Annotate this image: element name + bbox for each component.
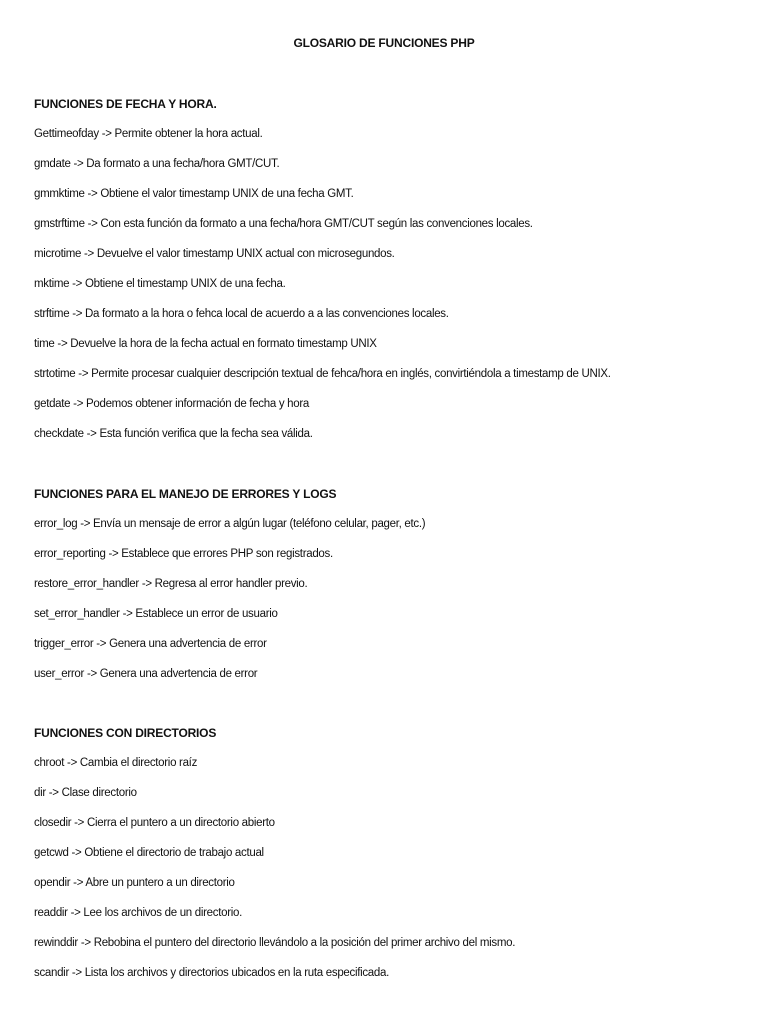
glossary-entry: mktime -> Obtiene el timestamp UNIX de una fecha. (34, 278, 286, 290)
glossary-entry: strtotime -> Permite procesar cualquier descripción textual de fehca/hora en inglés, convirtiéndola a timestamp de UNIX. (34, 368, 611, 380)
glossary-entry: gmmktime -> Obtiene el valor timestamp UNIX de una fecha GMT. (34, 188, 354, 200)
glossary-entry: dir -> Clase directorio (34, 787, 137, 799)
section-errores-logs (34, 487, 734, 697)
document-title: GLOSARIO DE FUNCIONES PHP (293, 36, 475, 50)
glossary-entry: gmstrftime -> Con esta función da formato a una fecha/hora GMT/CUT según las convenciones locales. (34, 218, 533, 230)
glossary-entry: checkdate -> Esta función verifica que la fecha sea válida. (34, 428, 313, 440)
glossary-entry: closedir -> Cierra el puntero a un directorio abierto (34, 817, 275, 829)
section-title: FUNCIONES CON DIRECTORIOS (34, 726, 217, 740)
glossary-entry: time -> Devuelve la hora de la fecha actual en formato timestamp UNIX (34, 338, 377, 350)
section-directorios (34, 726, 734, 996)
glossary-entry: gmdate -> Da formato a una fecha/hora GMT/CUT. (34, 158, 280, 170)
glossary-entry: restore_error_handler -> Regresa al error handler previo. (34, 578, 308, 590)
glossary-entry: strftime -> Da formato a la hora o fehca local de acuerdo a a las convenciones locales. (34, 308, 449, 320)
glossary-entry: scandir -> Lista los archivos y directorios ubicados en la ruta especificada. (34, 967, 389, 979)
glossary-entry: opendir -> Abre un puntero a un directorio (34, 877, 235, 889)
glossary-entry: Gettimeofday -> Permite obtener la hora actual. (34, 128, 263, 140)
glossary-entry: microtime -> Devuelve el valor timestamp UNIX actual con microsegundos. (34, 248, 395, 260)
glossary-entry: user_error -> Genera una advertencia de error (34, 668, 258, 680)
glossary-entry: getdate -> Podemos obtener información de fecha y hora (34, 398, 309, 410)
glossary-entry: trigger_error -> Genera una advertencia de error (34, 638, 267, 650)
glossary-entry: error_reporting -> Establece que errores PHP son registrados. (34, 548, 333, 560)
section-title: FUNCIONES PARA EL MANEJO DE ERRORES Y LOGS (34, 487, 337, 501)
glossary-entry: readdir -> Lee los archivos de un directorio. (34, 907, 242, 919)
glossary-entry: getcwd -> Obtiene el directorio de trabajo actual (34, 847, 264, 859)
section-fecha-hora (34, 97, 734, 457)
section-title: FUNCIONES DE FECHA Y HORA. (34, 97, 217, 111)
glossary-entry: set_error_handler -> Establece un error de usuario (34, 608, 278, 620)
glossary-entry: error_log -> Envía un mensaje de error a algún lugar (teléfono celular, pager, etc.) (34, 518, 426, 530)
glossary-entry: chroot -> Cambia el directorio raíz (34, 757, 198, 769)
glossary-entry: rewinddir -> Rebobina el puntero del directorio llevándolo a la posición del primer archivo del mismo. (34, 937, 516, 949)
